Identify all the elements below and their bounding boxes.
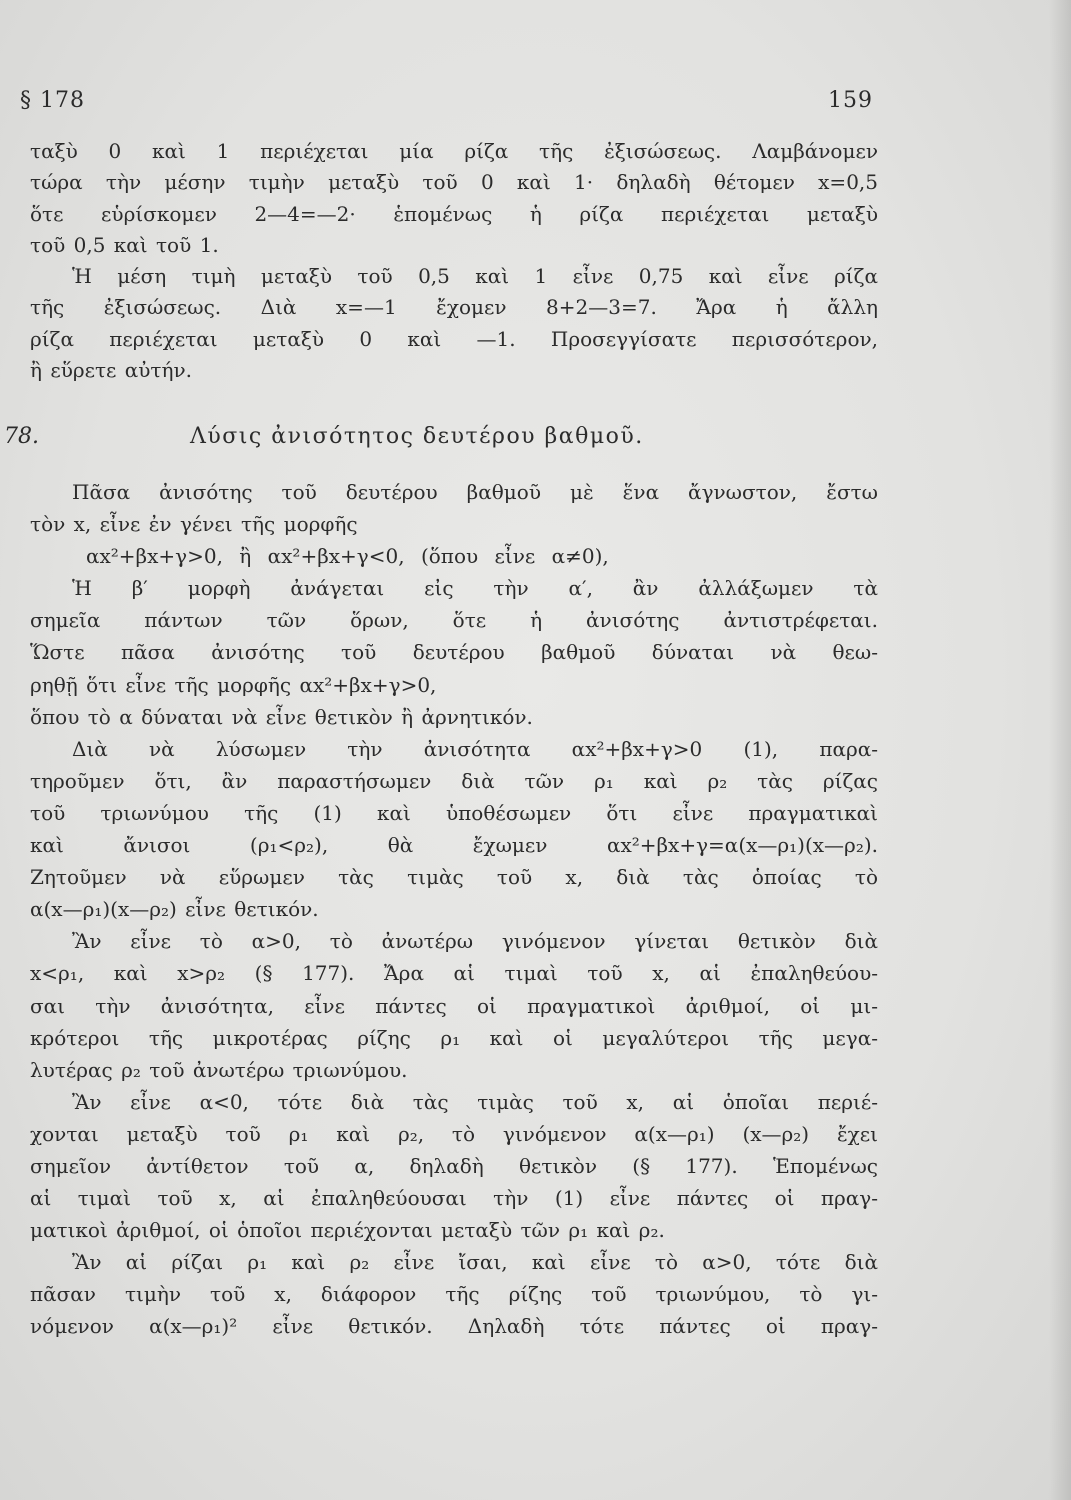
text-line: Ἡ μέση τιμὴ μεταξὺ τοῦ 0,5 καὶ 1 εἶνε 0,75 καὶ εἶνε ρίζα	[72, 264, 878, 289]
text-line: ὅτε εὑρίσκομεν 2—4=—2· ἑπομένως ἡ ρίζα περιέχεται μεταξὺ	[30, 201, 878, 226]
text-line: ὅπου τὸ α δύναται νὰ εἶνε θετικὸν ἢ ἀρνητικόν.	[30, 704, 533, 729]
text-line: χονται μεταξὺ τοῦ ρ₁ καὶ ρ₂, τὸ γινόμενον α(x—ρ₁) (x—ρ₂) ἔχει	[30, 1121, 878, 1146]
section-number: 78.	[4, 424, 39, 449]
text-line: αἱ τιμαὶ τοῦ x, αἱ ἐπαληθεύουσαι τὴν (1) εἶνε πάντες οἱ πραγ-	[30, 1186, 878, 1211]
text-line: τοῦ 0,5 καὶ τοῦ 1.	[30, 232, 219, 257]
text-line: κρότεροι τῆς μικροτέρας ρίζης ρ₁ καὶ οἱ μεγαλύτεροι τῆς μεγα-	[30, 1025, 878, 1050]
text-line: α(x—ρ₁)(x—ρ₂) εἶνε θετικόν.	[30, 897, 319, 922]
page-header	[0, 88, 1071, 118]
text-line: ρίζα περιέχεται μεταξὺ 0 καὶ —1. Προσεγγίσατε περισσότερον,	[30, 326, 878, 351]
section-title: Λύσις ἀνισότητος δευτέρου βαθμοῦ.	[190, 424, 644, 449]
text-line: Ζητοῦμεν νὰ εὕρωμεν τὰς τιμὰς τοῦ x, διὰ τὰς ὁποίας τὸ	[30, 865, 878, 890]
equation-line: αx²+βx+γ>0, ἢ αx²+βx+γ<0, (ὅπου εἶνε α≠0),	[86, 544, 609, 569]
text-line: καὶ ἄνισοι (ρ₁<ρ₂), θὰ ἔχωμεν αx²+βx+γ=α(x—ρ₁)(x—ρ₂).	[30, 833, 878, 858]
text-line: λυτέρας ρ₂ τοῦ ἀνωτέρω τριωνύμου.	[30, 1057, 408, 1082]
text-line: ἢ εὕρετε αὐτήν.	[30, 358, 192, 383]
text-line: τοῦ τριωνύμου τῆς (1) καὶ ὑποθέσωμεν ὅτι εἶνε πραγματικαὶ	[30, 800, 878, 825]
page-edge-shadow	[1049, 0, 1071, 1500]
text-line: σημεῖα πάντων τῶν ὅρων, ὅτε ἡ ἀνισότης ἀντιστρέφεται.	[30, 608, 878, 633]
text-line: ρηθῇ ὅτι εἶνε τῆς μορφῆς αx²+βx+γ>0,	[30, 672, 437, 697]
section-heading	[4, 424, 864, 458]
page-number: 159	[828, 88, 873, 113]
intro-paragraphs	[30, 136, 878, 386]
text-line: τῆς ἐξισώσεως. Διὰ x=—1 ἔχομεν 8+2—3=7. Ἄρα ἡ ἄλλη	[30, 295, 878, 320]
text-line: πᾶσαν τιμὴν τοῦ x, διάφορον τῆς ρίζης τοῦ τριωνύμου, τὸ γι-	[30, 1282, 878, 1307]
text-line: Πᾶσα ἀνισότης τοῦ δευτέρου βαθμοῦ μὲ ἕνα ἄγνωστον, ἔστω	[72, 480, 878, 504]
text-line: σημεῖον ἀντίθετον τοῦ α, δηλαδὴ θετικὸν (§ 177). Ἑπομένως	[30, 1153, 878, 1178]
text-line: τηροῦμεν ὅτι, ἂν παραστήσωμεν διὰ τῶν ρ₁ καὶ ρ₂ τὰς ρίζας	[30, 768, 878, 793]
text-line: Ἡ β′ μορφὴ ἀνάγεται εἰς τὴν α′, ἂν ἀλλάξωμεν τὰ	[72, 576, 878, 601]
text-line: Ὥστε πᾶσα ἀνισότης τοῦ δευτέρου βαθμοῦ δύναται νὰ θεω-	[30, 640, 878, 665]
section-paragraphs	[30, 476, 878, 1343]
section-reference: § 178	[20, 88, 85, 113]
text-line: τώρα τὴν μέσην τιμὴν μεταξὺ τοῦ 0 καὶ 1· δηλαδὴ θέτομεν x=0,5	[30, 170, 878, 195]
text-line: ταξὺ 0 καὶ 1 περιέχεται μία ρίζα τῆς ἐξισώσεως. Λαμβάνομεν	[30, 139, 878, 163]
text-line: Διὰ νὰ λύσωμεν τὴν ἀνισότητα αx²+βx+γ>0 (1), παρα-	[72, 736, 878, 761]
text-line: Ἂν αἱ ρίζαι ρ₁ καὶ ρ₂ εἶνε ἴσαι, καὶ εἶνε τὸ α>0, τότε διὰ	[72, 1250, 878, 1275]
text-line: ματικοὶ ἀριθμοί, οἱ ὁποῖοι περιέχονται μεταξὺ τῶν ρ₁ καὶ ρ₂.	[30, 1218, 665, 1243]
text-line: Ἂν εἶνε α<0, τότε διὰ τὰς τιμὰς τοῦ x, αἱ ὁποῖαι περιέ-	[72, 1089, 878, 1114]
text-line: x<ρ₁, καὶ x>ρ₂ (§ 177). Ἄρα αἱ τιμαὶ τοῦ x, αἱ ἐπαληθεύου-	[30, 961, 878, 986]
text-line: Ἂν εἶνε τὸ α>0, τὸ ἀνωτέρω γινόμενον γίνεται θετικὸν διὰ	[72, 929, 878, 954]
text-line: σαι τὴν ἀνισότητα, εἶνε πάντες οἱ πραγματικοὶ ἀριθμοί, οἱ μι-	[30, 993, 878, 1018]
text-line: τὸν x, εἶνε ἐν γένει τῆς μορφῆς	[30, 512, 358, 537]
text-line: νόμενον α(x—ρ₁)² εἶνε θετικόν. Δηλαδὴ τότε πάντες οἱ πραγ-	[30, 1314, 878, 1339]
